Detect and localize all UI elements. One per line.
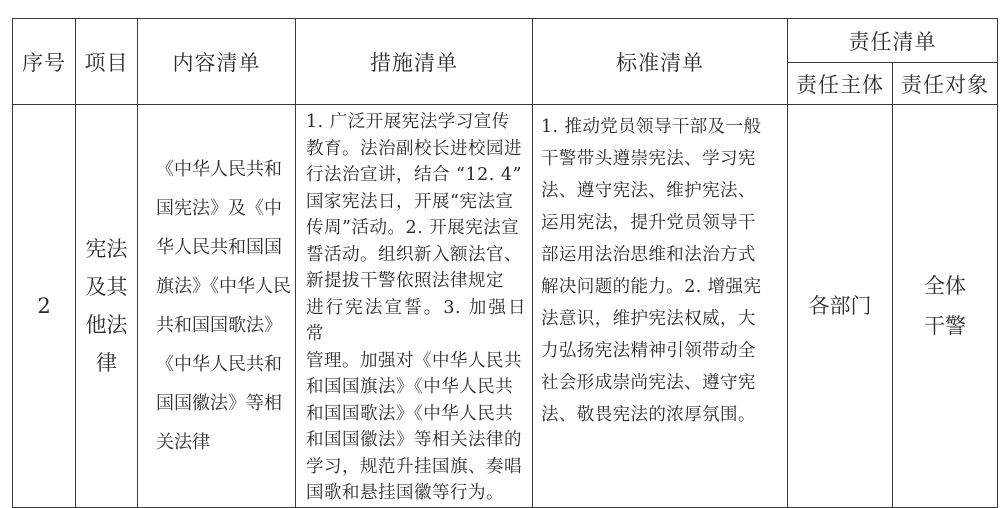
standard-line: 1. 推动党员领导干部及一般	[541, 117, 762, 137]
measures-cell	[296, 105, 533, 508]
header-subject: 责任主体	[788, 63, 893, 105]
measure-line: 国歌和悬挂国徽等行为。	[306, 483, 504, 503]
subject-cell: 各部门	[788, 105, 893, 508]
header-responsibility: 责任清单	[788, 19, 998, 63]
content-line: 《中华人民共和	[156, 353, 282, 375]
standard-line: 社会形成崇尚宪法、遵守宪	[541, 373, 756, 393]
standard-line: 力弘扬宪法精神引领带动全	[541, 341, 756, 361]
measure-line: 国家宪法日，开展“宪法宣	[306, 191, 514, 212]
standard-line: 法、敬畏宪法的浓厚氛围。	[541, 405, 756, 425]
item-cell	[76, 105, 138, 508]
content-line: 共和国国歌法》	[156, 314, 282, 336]
measure-line: 誓活动。组织新入额法官、	[306, 244, 522, 265]
measure-line: 和国国徽法》等相关法律的	[306, 430, 522, 450]
measure-line: 行法治宣讲，结合 “12. 4”	[306, 165, 522, 185]
content-line: 国宪法》及《中	[156, 197, 282, 219]
item-line: 他法	[85, 312, 128, 337]
item-line: 律	[96, 350, 117, 375]
measure-line: 进行宪法宣誓。3. 加强日常	[306, 297, 526, 344]
header-item: 项目	[76, 19, 138, 105]
content-line: 国国徽法》等相	[156, 392, 282, 414]
header-no: 序号	[13, 19, 76, 105]
measure-line: 和国国旗法》《中华人民共	[306, 377, 514, 397]
measure-line: 管理。加强对《中华人民共	[306, 350, 522, 371]
row-number: 2	[13, 105, 76, 508]
measure-line: 学习，规范升挂国旗、奏唱	[306, 456, 522, 477]
content-line: 旗法》《中华人民	[156, 275, 291, 297]
header-standards: 标准清单	[533, 19, 788, 105]
standard-line: 运用宪法，提升党员领导干	[541, 213, 756, 233]
content-cell	[138, 105, 296, 508]
target-line: 干警	[924, 313, 966, 338]
measure-line: 和国国歌法》《中华人民共	[306, 403, 514, 424]
standards-cell	[533, 105, 788, 508]
content-line: 华人民共和国国	[156, 236, 282, 258]
target-line: 全体	[924, 273, 966, 298]
measure-line: 传周”活动。2. 开展宪法宣	[306, 218, 520, 238]
measure-line: 教育。法治副校长进校园进	[306, 138, 522, 159]
header-target: 责任对象	[893, 63, 998, 105]
standard-line: 干警带头遵崇宪法、学习宪	[541, 149, 756, 169]
header-content: 内容清单	[138, 19, 296, 105]
standard-line: 解决问题的能力。2. 增强宪	[541, 277, 762, 297]
item-line: 及其	[85, 274, 128, 299]
standard-line: 法、遵守宪法、维护宪法、	[541, 181, 756, 201]
header-measures: 措施清单	[296, 19, 533, 105]
content-line: 关法律	[156, 431, 210, 453]
target-cell	[893, 105, 998, 508]
measure-line: 新提拔干警依照法律规定	[306, 271, 504, 291]
item-line: 宪法	[85, 236, 128, 261]
standard-line: 部运用法治思维和法治方式	[541, 245, 756, 265]
standard-line: 法意识，维护宪法权威，大	[541, 309, 756, 329]
responsibility-table	[12, 18, 998, 508]
content-line: 《中华人民共和	[156, 158, 282, 180]
measure-line: 1. 广泛开展宪法学习宣传	[306, 112, 510, 132]
